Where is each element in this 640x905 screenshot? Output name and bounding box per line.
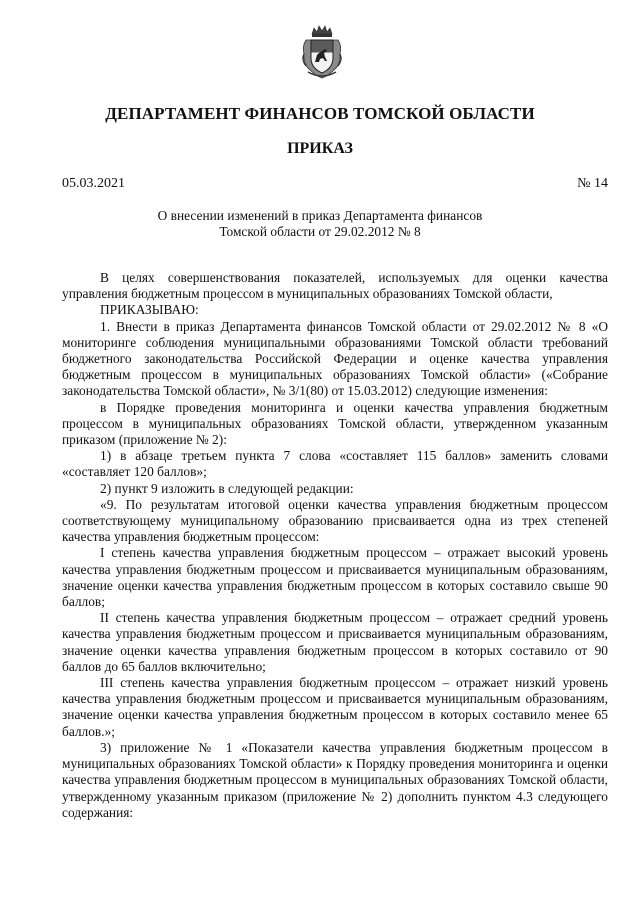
body-paragraph: I степень качества управления бюджетным процессом – отражает высокий уровень качества управления бюджетным процессом и присваивается муниципальным образованиям, значение оценки качества управления бюджетным процессом в которых составило свыше 90 баллов; — [62, 545, 608, 610]
body-paragraph: 1. Внести в приказ Департамента финансов Томской области от 29.02.2012 № 8 «О мониторинге соблюдения муниципальными образованиями Томской области требований бюджетного законодательства Российской Федерации и оценке качества управления бюджетным процессом в муниципальных образованиях Томской области» («Собрание законодательства Томской области», № 3/1(80) от 15.03.2012) следующие изменения: — [62, 318, 608, 399]
body-paragraph: «9. По результатам итоговой оценки качества управления бюджетным процессом соответствующему муниципальному образованию присваивается одна из трех степеней качества управления бюджетным процессом: — [62, 496, 608, 545]
body-paragraph-order-word: ПРИКАЗЫВАЮ: — [100, 302, 199, 318]
body-paragraph: 1) в абзаце третьем пункта 7 слова «составляет 115 баллов» заменить словами «составляет 120 баллов»; — [62, 448, 608, 480]
tomsk-region-coat-of-arms-icon — [300, 24, 344, 80]
department-name: ДЕПАРТАМЕНТ ФИНАНСОВ ТОМСКОЙ ОБЛАСТИ — [105, 104, 535, 123]
order-body — [62, 270, 608, 821]
body-paragraph: 3) приложение № 1 «Показатели качества управления бюджетным процессом в муниципальных образованиях Томской области» к Порядку проведения мониторинга и оценки качества управления бюджетным процессом в муниципальных образованиях Томской области, утвержденному указанным приказом (приложение № 2) дополнить пунктом 4.3 следующего содержания: — [62, 739, 608, 820]
order-number: № 14 — [577, 176, 608, 191]
order-subject — [0, 208, 640, 240]
subject-line-1: О внесении изменений в приказ Департамента финансов — [157, 208, 483, 223]
body-paragraph: 2) пункт 9 изложить в следующей редакции: — [100, 480, 354, 496]
body-paragraph: II степень качества управления бюджетным процессом – отражает средний уровень качества управления бюджетным процессом и присваивается муниципальным образованиям, значение оценки качества управления бюджетным процессом в которых составило от 90 баллов до 65 баллов включительно; — [62, 610, 608, 674]
order-title: ПРИКАЗ — [287, 140, 353, 157]
subject-line-2: Томской области от 29.02.2012 № 8 — [219, 224, 421, 239]
body-paragraph: В целях совершенствования показателей, используемых для оценки качества управления бюджетным процессом в муниципальных образованиях Томской области, — [62, 270, 608, 302]
body-paragraph: III степень качества управления бюджетным процессом – отражает низкий уровень качества управления бюджетным процессом и присваивается муниципальным образованиям, значение оценки качества управления бюджетным процессом в которых составило менее 65 баллов.»; — [62, 675, 608, 739]
order-date: 05.03.2021 — [62, 176, 125, 191]
body-paragraph: в Порядке проведения мониторинга и оценки качества управления бюджетным процессом в муниципальных образованиях Томской области, утвержденном указанным приказом (приложение № 2): — [62, 399, 608, 448]
